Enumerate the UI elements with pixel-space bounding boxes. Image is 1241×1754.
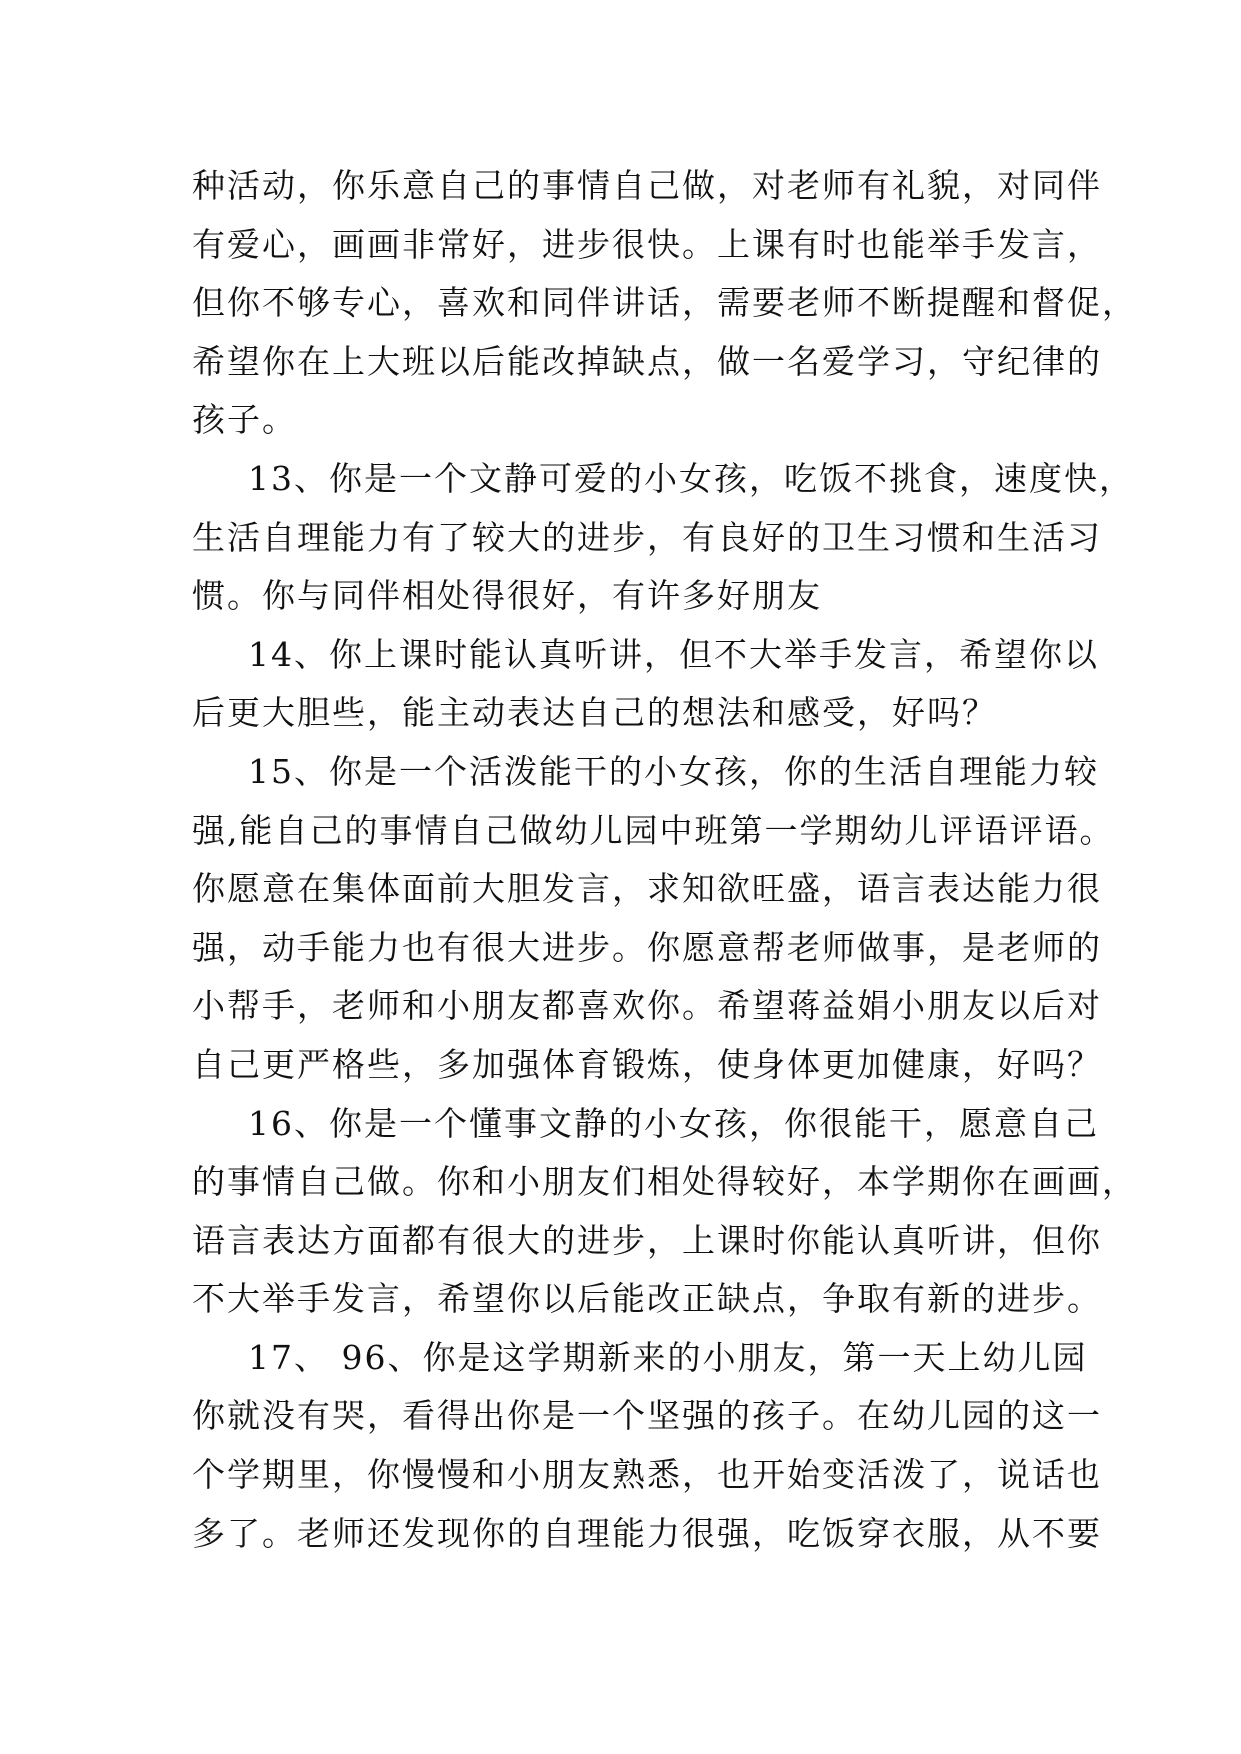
paragraph-start-17: 17、 96、你是这学期新来的小朋友，第一天上幼儿园 xyxy=(248,1337,1088,1377)
text-line: 你就没有哭，看得出你是一个坚强的孩子。在幼儿园的这一 xyxy=(192,1396,1102,1436)
text-line: 种活动，你乐意自己的事情自己做，对老师有礼貌，对同伴 xyxy=(192,166,1102,205)
paragraph-start-15: 15、你是一个活泼能干的小女孩，你的生活自理能力较 xyxy=(248,751,1099,791)
text-line: 生活自理能力有了较大的进步，有良好的卫生习惯和生活习 xyxy=(192,517,1102,557)
text-line: 个学期里，你慢慢和小朋友熟悉，也开始变活泼了，说话也 xyxy=(192,1455,1102,1495)
text-line: 希望你在上大班以后能改掉缺点，做一名爱学习，守纪律的 xyxy=(192,341,1102,381)
text-line: 多了。老师还发现你的自理能力很强，吃饭穿衣服，从不要 xyxy=(192,1513,1102,1553)
text-line: 强，动手能力也有很大进步。你愿意帮老师做事，是老师的 xyxy=(192,927,1102,967)
text-line: 惯。你与同伴相处得很好，有许多好朋友 xyxy=(192,576,822,616)
text-line: 小帮手，老师和小朋友都喜欢你。希望蒋益娟小朋友以后对 xyxy=(192,986,1102,1026)
text-line: 但你不够专心，喜欢和同伴讲话，需要老师不断提醒和督促， xyxy=(192,283,1137,323)
text-line: 不大举手发言，希望你以后能改正缺点，争取有新的进步。 xyxy=(192,1279,1102,1319)
text-line: 强,能自己的事情自己做幼儿园中班第一学期幼儿评语评语。 xyxy=(192,810,1115,850)
paragraph-start-13: 13、你是一个文静可爱的小女孩，吃饭不挑食，速度快， xyxy=(248,458,1134,498)
text-line: 语言表达方面都有很大的进步，上课时你能认真听讲，但你 xyxy=(192,1220,1102,1260)
paragraph-start-16: 16、你是一个懂事文静的小女孩，你很能干，愿意自己 xyxy=(248,1103,1099,1143)
text-line: 孩子。 xyxy=(192,400,297,440)
text-line: 有爱心，画画非常好，进步很快。上课有时也能举手发言， xyxy=(192,224,1102,264)
text-line: 的事情自己做。你和小朋友们相处得较好，本学期你在画画， xyxy=(192,1162,1137,1202)
body-text xyxy=(192,157,1137,1563)
text-line: 你愿意在集体面前大胆发言，求知欲旺盛，语言表达能力很 xyxy=(192,869,1102,909)
text-line: 自己更严格些，多加强体育锻炼，使身体更加健康，好吗？ xyxy=(192,1044,1102,1084)
text-line: 后更大胆些，能主动表达自己的想法和感受，好吗？ xyxy=(192,693,997,733)
paragraph-start-14: 14、你上课时能认真听讲，但不大举手发言，希望你以 xyxy=(248,634,1099,674)
